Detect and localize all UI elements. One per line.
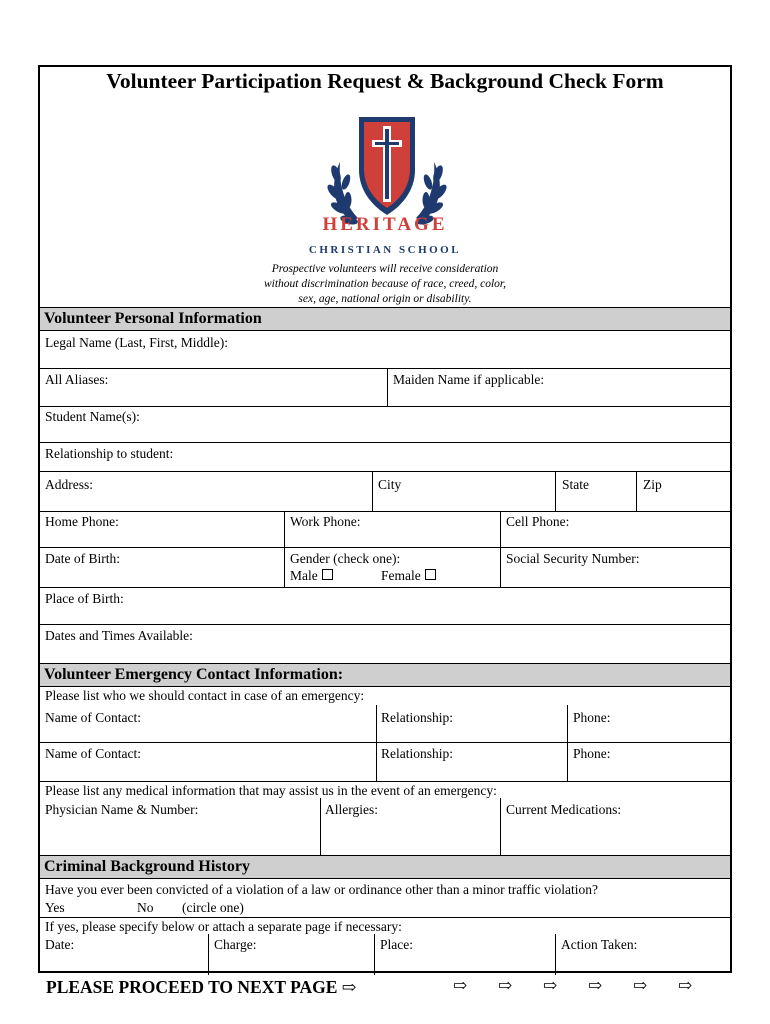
work-phone-field[interactable]: Work Phone:	[290, 514, 361, 529]
contact-name-field-2[interactable]: Name of Contact:	[45, 746, 141, 761]
address-field[interactable]: Address:	[45, 477, 93, 492]
gender-label: Gender (check one):	[290, 551, 401, 566]
medical-instruction: Please list any medical information that may assist us in the event of an emergency:	[45, 783, 497, 798]
place-of-birth-field[interactable]: Place of Birth:	[45, 591, 124, 606]
male-label: Male	[290, 568, 318, 583]
state-field[interactable]: State	[562, 477, 589, 492]
conviction-date-field[interactable]: Date:	[45, 937, 75, 952]
conviction-action-field[interactable]: Action Taken:	[561, 937, 638, 952]
student-names-field[interactable]: Student Name(s):	[45, 409, 140, 424]
answer-no[interactable]: No	[137, 900, 154, 915]
allergies-field[interactable]: Allergies:	[325, 802, 378, 817]
legal-name-field[interactable]: Legal Name (Last, First, Middle):	[45, 335, 228, 350]
female-checkbox[interactable]	[425, 569, 436, 580]
contact-relationship-field-1[interactable]: Relationship:	[381, 710, 453, 725]
maiden-name-field[interactable]: Maiden Name if applicable:	[393, 372, 545, 387]
criminal-instruction: If yes, please specify below or attach a separate page if necessary:	[45, 919, 402, 934]
availability-field[interactable]: Dates and Times Available:	[45, 628, 193, 643]
school-subtitle: CHRISTIAN SCHOOL	[308, 244, 462, 256]
home-phone-field[interactable]: Home Phone:	[45, 514, 119, 529]
physician-field[interactable]: Physician Name & Number:	[45, 802, 199, 817]
arrow-icon: ⇨	[341, 977, 357, 997]
arrow-icon: ⇨	[543, 976, 558, 995]
dob-field[interactable]: Date of Birth:	[45, 551, 120, 566]
nondiscrimination-line-1: Prospective volunteers will receive consideration	[271, 263, 499, 275]
contact-relationship-field-2[interactable]: Relationship:	[381, 746, 453, 761]
zip-field[interactable]: Zip	[643, 477, 662, 492]
relationship-field[interactable]: Relationship to student:	[45, 446, 174, 461]
volunteer-form	[38, 65, 732, 973]
emergency-section-header: Volunteer Emergency Contact Information:	[40, 663, 730, 687]
male-checkbox[interactable]	[322, 569, 333, 580]
school-name: HERITAGE	[322, 214, 448, 235]
contact-phone-field-1[interactable]: Phone:	[573, 710, 611, 725]
medications-field[interactable]: Current Medications:	[506, 802, 622, 817]
contact-name-field-1[interactable]: Name of Contact:	[45, 710, 141, 725]
next-page-notice	[46, 977, 356, 998]
arrow-icon: ⇨	[633, 976, 648, 995]
arrow-icon: ⇨	[588, 976, 603, 995]
arrow-icon: ⇨	[678, 976, 693, 995]
city-field[interactable]: City	[378, 477, 402, 492]
school-crest-logo	[322, 112, 452, 262]
personal-section-header: Volunteer Personal Information	[40, 307, 730, 331]
emergency-instruction: Please list who we should contact in case of an emergency:	[45, 688, 365, 703]
gender-male-option[interactable]	[290, 568, 333, 584]
arrow-icon: ⇨	[498, 976, 513, 995]
criminal-section-header: Criminal Background History	[40, 855, 730, 879]
answer-yes[interactable]: Yes	[45, 900, 65, 915]
form-title: Volunteer Participation Request & Background Check Form	[106, 69, 664, 93]
next-page-text: PLEASE PROCEED TO NEXT PAGE	[46, 977, 338, 997]
aliases-field[interactable]: All Aliases:	[45, 372, 109, 387]
female-label: Female	[381, 568, 421, 583]
cell-phone-field[interactable]: Cell Phone:	[506, 514, 570, 529]
contact-phone-field-2[interactable]: Phone:	[573, 746, 611, 761]
circle-one-hint: (circle one)	[182, 900, 244, 915]
ssn-field[interactable]: Social Security Number:	[506, 551, 640, 566]
nondiscrimination-line-2: without discrimination because of race, creed, color,	[264, 278, 506, 290]
conviction-charge-field[interactable]: Charge:	[214, 937, 257, 952]
arrow-icon: ⇨	[453, 976, 468, 995]
gender-female-option[interactable]	[381, 568, 436, 584]
nondiscrimination-line-3: sex, age, national origin or disability.	[298, 293, 472, 305]
conviction-question: Have you ever been convicted of a violation of a law or ordinance other than a minor traffic violation?	[45, 882, 599, 897]
conviction-place-field[interactable]: Place:	[380, 937, 413, 952]
